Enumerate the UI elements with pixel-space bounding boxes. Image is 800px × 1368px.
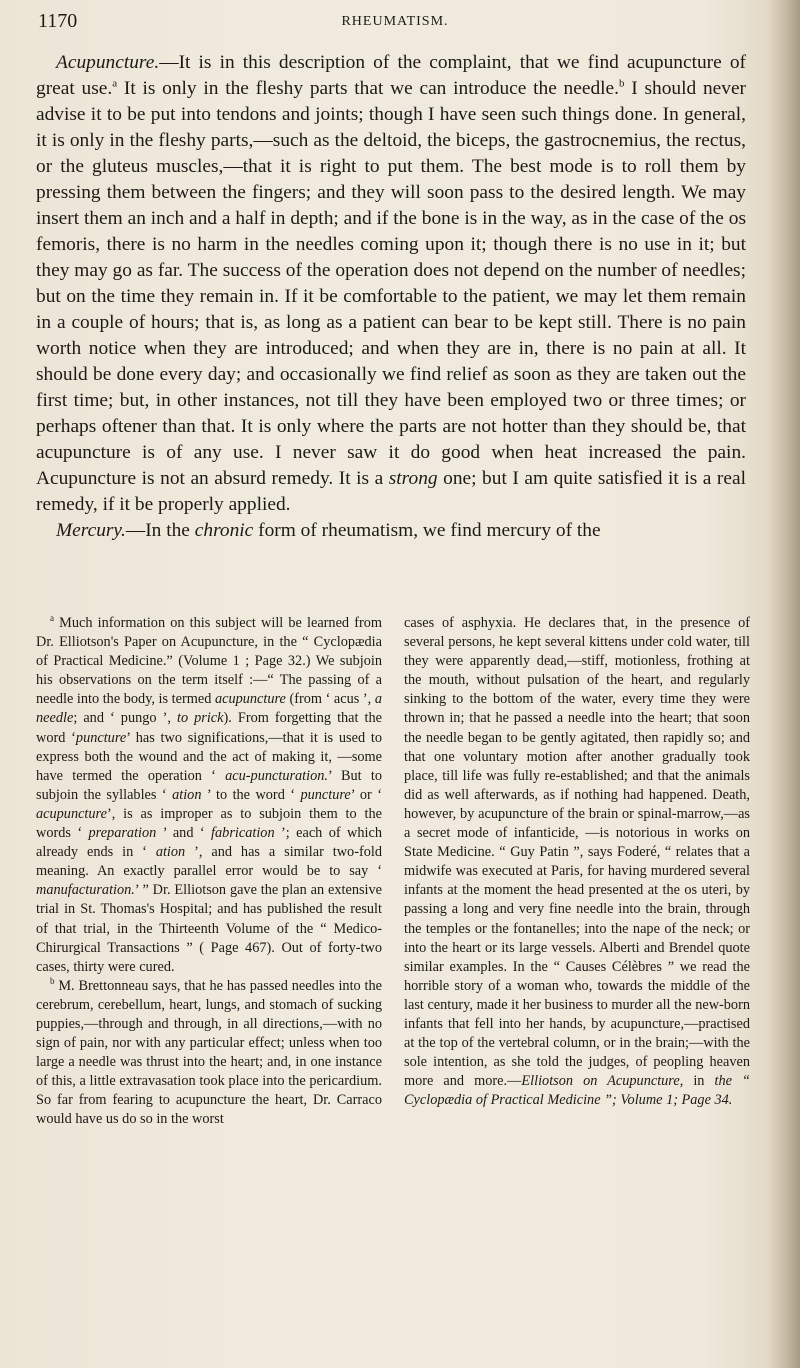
paragraph-acupuncture bbox=[36, 50, 746, 518]
footnote-ref-b: b bbox=[619, 77, 625, 90]
footnote-b bbox=[36, 977, 382, 1130]
text-run: (from ‘ acus ’, bbox=[285, 691, 375, 708]
footnote-mark-a: a bbox=[50, 613, 54, 624]
footnotes bbox=[36, 614, 750, 1130]
emphasis-strong: strong bbox=[388, 468, 438, 489]
text-run: ’ has two significations,—that it is used to express both the wound and the act of making it, —some have termed the operation ‘ bbox=[36, 729, 383, 784]
text-run: Much information on this subject will be learned from Dr. Elliotson's Paper on Acupuncture, in the “ Cyclopædia of Practical Medicine.” (Volume 1 ; Page 32.) We subjoin his observations on the term itself :—“ The passing of a needle into the body, is termed bbox=[36, 615, 382, 708]
text-run: ’ ” Dr. Elliotson gave the plan an extensive trial in St. Thomas's Hospital; and has published the result of that trial, in the Thirteenth Volume of the “ Medico-Chirurgical Transactions ” ( Page 467). Out of forty-two cases, thirty were cured. bbox=[36, 882, 382, 975]
italic-run: manufacturation. bbox=[36, 882, 135, 899]
text-run: in bbox=[683, 1073, 715, 1090]
italic-run: ation bbox=[172, 786, 202, 803]
running-title: RHEUMATISM. bbox=[341, 14, 449, 29]
heading-acupuncture: Acupuncture. bbox=[56, 52, 160, 73]
italic-run: ation bbox=[155, 844, 186, 861]
text-run: form of rheumatism, we find mercury of the bbox=[253, 520, 601, 541]
emphasis-chronic: chronic bbox=[194, 520, 254, 541]
citation-author: Elliotson on Acupuncture, bbox=[521, 1073, 684, 1090]
text-run: —It is in this description of the complaint, that we find acupuncture of great use. bbox=[36, 52, 746, 99]
heading-mercury: Mercury. bbox=[56, 520, 126, 541]
footnote-a bbox=[36, 614, 382, 977]
text-run: ’ But to subjoin the syllables ‘ bbox=[36, 767, 382, 803]
text-run: one; but I am quite satisfied it is a real remedy, if it be properly applied. bbox=[36, 468, 746, 515]
text-run: M. Brettonneau says, that he has passed needles into the cerebrum, cerebellum, heart, lungs, and stomach of sucking puppies,—through and through, in all directions,—with no sign of pain, nor with any particular effect; unless when too large a needle was thrust into the heart; and, in one instance of this, a little extravasation took place into the pericardium. So far from fearing to acupuncture the heart, Dr. Carraco would have us do so in the worst bbox=[36, 977, 382, 1128]
text-run: ’ or ‘ bbox=[350, 786, 382, 803]
text-run: ’ to the word ‘ bbox=[201, 786, 301, 803]
text-run: It is only in the fleshy parts that we can introduce the needle. bbox=[117, 78, 620, 99]
citation-location: Volume 1; Page 34. bbox=[620, 1092, 733, 1109]
italic-run: a needle bbox=[36, 691, 382, 727]
text-run: ’ and ‘ bbox=[156, 825, 212, 842]
text-run: ; and ‘ pungo ’, bbox=[73, 710, 177, 727]
page-number: 1170 bbox=[38, 10, 78, 32]
italic-run: puncture bbox=[300, 786, 351, 803]
text-run: —In the bbox=[125, 520, 195, 541]
citation-work: the “ Cyclopædia of Practical Medicine ”; bbox=[404, 1073, 750, 1109]
italic-run: acupuncture bbox=[36, 805, 107, 822]
italic-run: preparation bbox=[88, 825, 157, 842]
footnote-b-continued bbox=[404, 614, 750, 1110]
italic-run: puncture bbox=[75, 729, 127, 746]
text-run: ’, is as improper as to subjoin them to the words ‘ bbox=[36, 805, 382, 842]
italic-run: acupuncture bbox=[214, 691, 286, 708]
text-run: cases of asphyxia. He declares that, in the presence of several persons, he kept several kittens under cold water, till they were apparently dead,—stiff, motionless, frothing at the mouth, without pulsation of the heart, and regularly sinking to the bottom of the water, every time they were thrown in; that he passed a needle into the heart; that soon the needle began to be gently agitated, then rapidly so; and that one voluntary motion after another gradually took place, till life was fully re-established; and that the animals did as well afterwards, as if nothing had happened. Death, however, by acupuncture of the brain or spinal-marrow,—as a secret mode of infanticide, —is notorious in works on State Medicine. “ Guy Patin ”, says Foderé, “ relates that a midwife was executed at Paris, for having murdered several infants at the moment the head presented at the os uteri, by passing a long and very fine needle into the brain, through the temples or the fontanelles; into the nape of the neck; or into the heart or its large vessels. Alberti and Brendel quote similar examples. In the “ Causes Célèbres ” we read the horrible story of a woman who, towards the middle of the last century, made it her business to murder all the new-born infants that fell into her hands, by acupuncture,—practised at the top of the vertebral column, or in the brain;—with the sole intention, as she told the judges, of peopling heaven more and more.— bbox=[404, 615, 750, 1090]
paragraph-mercury bbox=[36, 518, 746, 544]
text-run: I should never advise it to be put into tendons and joints; though I have seen such things done. In general, it is only in the fleshy parts,—such as the deltoid, the biceps, the gastrocnemius, the rectus, or the gluteus muscles,—that it is right to put them. The best mode is to roll them by pressing them between the fingers; and they will soon pass to the desired length. We may insert them an inch and a half in depth; and if the bone is in the way, as in the case of the os femoris, there is no harm in the needles coming upon it; though there is no use in it; but they may go as far. The success of the operation does not depend on the number of needles; but on the time they remain in. If it be comfortable to the patient, we may let them remain in a couple of hours; that is, as long as a patient can bear to be kept still. There is no pain worth notice when they are introduced; and when they are in, there is no pain at all. It should be done every day; and occasionally we find relief as soon as they are taken out the first time; but, in other instances, not till they have been employed two or three times; or perhaps oftener than that. It is only where the parts are not hotter than they should be, that acupuncture is of any use. I never saw it do good when heat increased the pain. Acupuncture is not an absurd remedy. It is a bbox=[36, 78, 747, 489]
italic-run: acu-puncturation. bbox=[225, 767, 328, 784]
italic-run: fabrication bbox=[211, 825, 275, 842]
running-head bbox=[38, 10, 752, 40]
footnote-column-left bbox=[36, 614, 382, 1130]
text-run: ’, and has a similar two-fold meaning. An exactly parallel error would be to say ‘ bbox=[36, 844, 382, 880]
footnote-ref-a: a bbox=[112, 77, 118, 90]
page-edge-shadow bbox=[766, 0, 800, 1368]
footnote-column-right bbox=[404, 614, 750, 1130]
main-text bbox=[36, 50, 746, 544]
italic-run: to prick bbox=[176, 710, 224, 727]
text-run: ’; each of which already ends in ‘ bbox=[36, 825, 382, 861]
footnote-mark-b: b bbox=[50, 976, 55, 987]
text-run: ). From forgetting that the word ‘ bbox=[36, 710, 383, 746]
